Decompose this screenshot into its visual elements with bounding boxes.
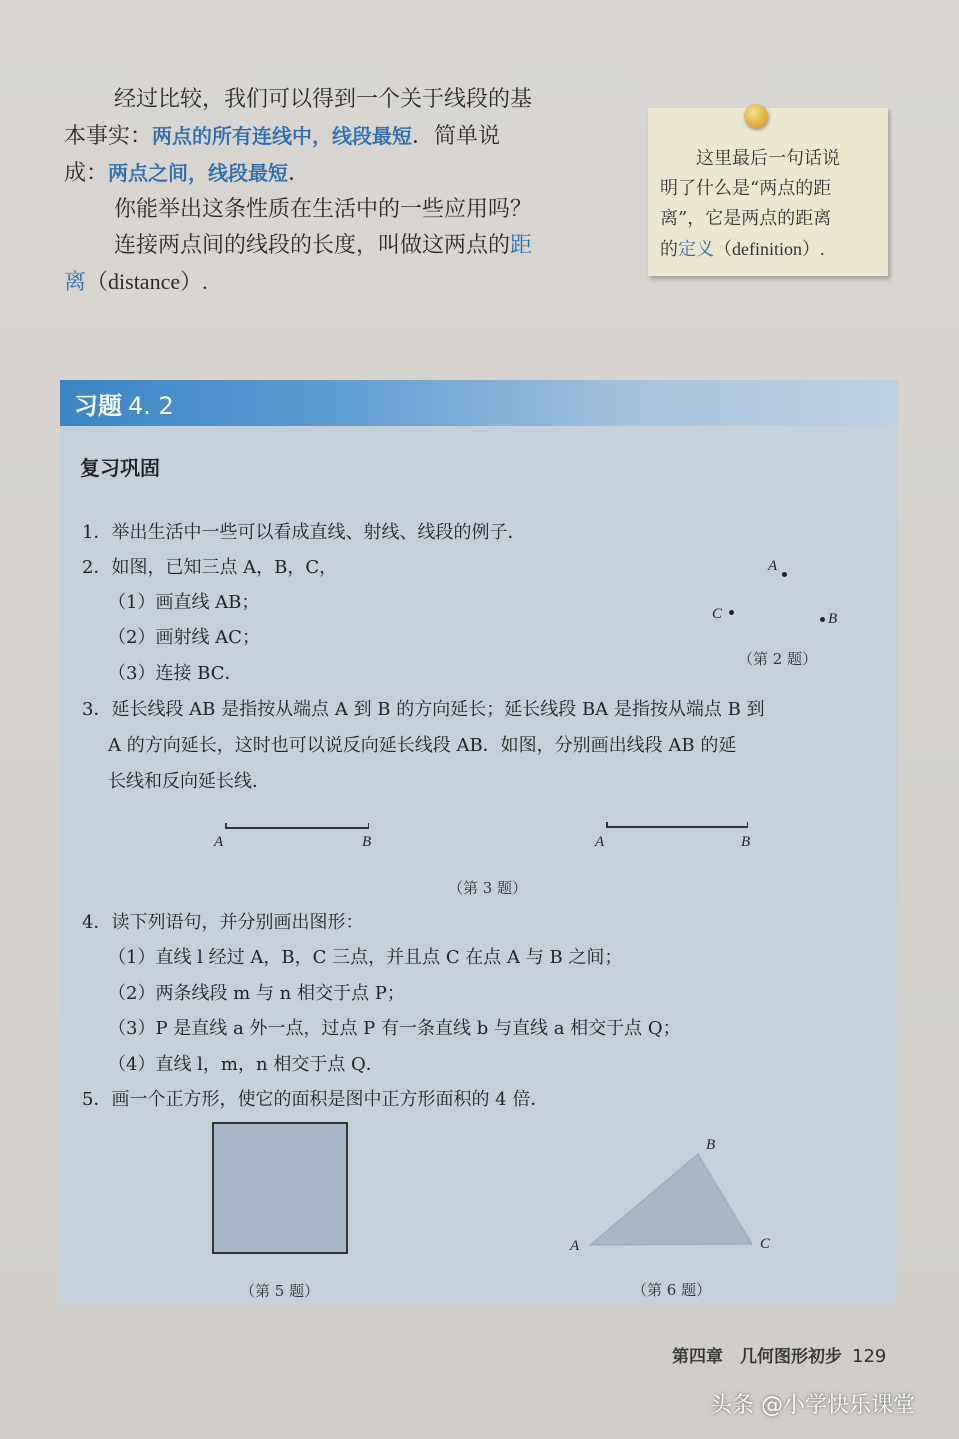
intro-text [64, 82, 604, 301]
intro-paragraph-2 [64, 192, 604, 228]
term-english: （distance）. [86, 269, 208, 294]
fig3-caption: （第 3 题） [448, 879, 528, 897]
note-line: 明了什么是“两点的距 [660, 178, 832, 199]
chapter-title: 第四章 几何图形初步 [672, 1347, 842, 1367]
fig5-square [212, 1122, 348, 1254]
intro-line: 本事实： [64, 124, 153, 149]
intro-line: ． [288, 161, 311, 186]
exercise-title-text: 习题 [74, 392, 122, 420]
term-distance: 距 [510, 233, 533, 258]
fig2-label-B: B [828, 611, 838, 627]
exercise-title [74, 386, 174, 421]
question-2: 2．如图，已知三点 A，B，C， [82, 557, 338, 578]
question-4-part-4: （4）直线 l，m，n 相交于点 Q． [108, 1054, 384, 1075]
fig3-right-label-A: A [595, 834, 605, 850]
fig3-right-label-B: B [741, 834, 751, 850]
fig2-caption: （第 2 题） [738, 650, 818, 668]
question-5: 5．画一个正方形，使它的面积是图中正方形面积的 4 倍． [82, 1089, 549, 1110]
question-4-part-2: （2）两条线段 m 与 n 相交于点 P； [108, 983, 405, 1004]
intro-line: 成： [64, 161, 109, 186]
intro-line: ．简单说 [412, 124, 501, 149]
question-3-line-3: 长线和反向延长线． [108, 771, 270, 792]
key-fact-short: 两点之间，线段最短 [108, 161, 289, 185]
watermark: 头条 @小学快乐课堂 [710, 1393, 915, 1418]
fig5-caption: （第 5 题） [240, 1282, 320, 1300]
question-2-part-2: （2）画射线 AC； [108, 627, 260, 648]
fig6-triangle [586, 1152, 756, 1248]
intro-question: 你能举出这条性质在生活中的一些应用吗？ [114, 197, 533, 222]
note-line: 离”，它是两点的距离 [660, 208, 832, 229]
exercise-header [60, 380, 898, 426]
fig6-label-B: B [706, 1137, 716, 1153]
term-definition: 定义 [678, 239, 714, 260]
question-1: 1．举出生活中一些可以看成直线、射线、线段的例子． [82, 522, 526, 543]
exercise-number: 4. 2 [128, 392, 174, 420]
note-text: （definition）. [714, 239, 825, 259]
fig2-point-B [820, 617, 825, 622]
fig3-segment-left [225, 827, 369, 829]
question-4-part-3: （3）P 是直线 a 外一点，过点 P 有一条直线 b 与直线 a 相交于点 Q； [108, 1018, 681, 1039]
question-3-line-1: 3．延长线段 AB 是指按从端点 A 到 B 的方向延长；延长线段 BA 是指按从端点 B 到 [82, 699, 765, 720]
fig6-label-C: C [760, 1236, 771, 1252]
page-footer [672, 1342, 886, 1367]
fig2-point-C [729, 610, 734, 615]
question-4-part-1: （1）直线 l 经过 A，B，C 三点，并且点 C 在点 A 与 B 之间； [108, 947, 623, 968]
page-number: 129 [852, 1346, 887, 1367]
note-line: 这里最后一句话说 [696, 148, 840, 169]
fig3-segment-right [606, 826, 748, 828]
fig2-label-A: A [768, 558, 778, 574]
question-4: 4．读下列语句，并分别画出图形： [82, 912, 364, 933]
fig2-point-A [782, 572, 787, 577]
term-distance: 离 [64, 270, 87, 295]
fig6-label-A: A [570, 1238, 580, 1254]
question-3-line-2: A 的方向延长，这时也可以说反向延长线段 AB．如图，分别画出线段 AB 的延 [108, 735, 737, 756]
intro-line: 连接两点间的线段的长度，叫做这两点的 [114, 233, 511, 258]
fig3-left-label-A: A [214, 834, 224, 850]
fig3-left-label-B: B [362, 834, 372, 850]
fig6-caption: （第 6 题） [632, 1281, 712, 1299]
pushpin-icon [744, 104, 768, 128]
intro-paragraph-3 [64, 228, 604, 301]
section-subhead: 复习巩固 [80, 456, 160, 480]
note-text: 的 [660, 239, 678, 260]
question-2-part-3: （3）连接 BC． [108, 663, 243, 684]
key-fact: 两点的所有连线中，线段最短 [152, 124, 413, 148]
intro-paragraph-1 [64, 82, 604, 192]
intro-line: 经过比较，我们可以得到一个关于线段的基 [114, 87, 533, 112]
sticky-note [648, 108, 888, 276]
question-2-part-1: （1）画直线 AB； [108, 592, 260, 613]
fig2-label-C: C [712, 606, 723, 622]
note-line [660, 234, 874, 265]
